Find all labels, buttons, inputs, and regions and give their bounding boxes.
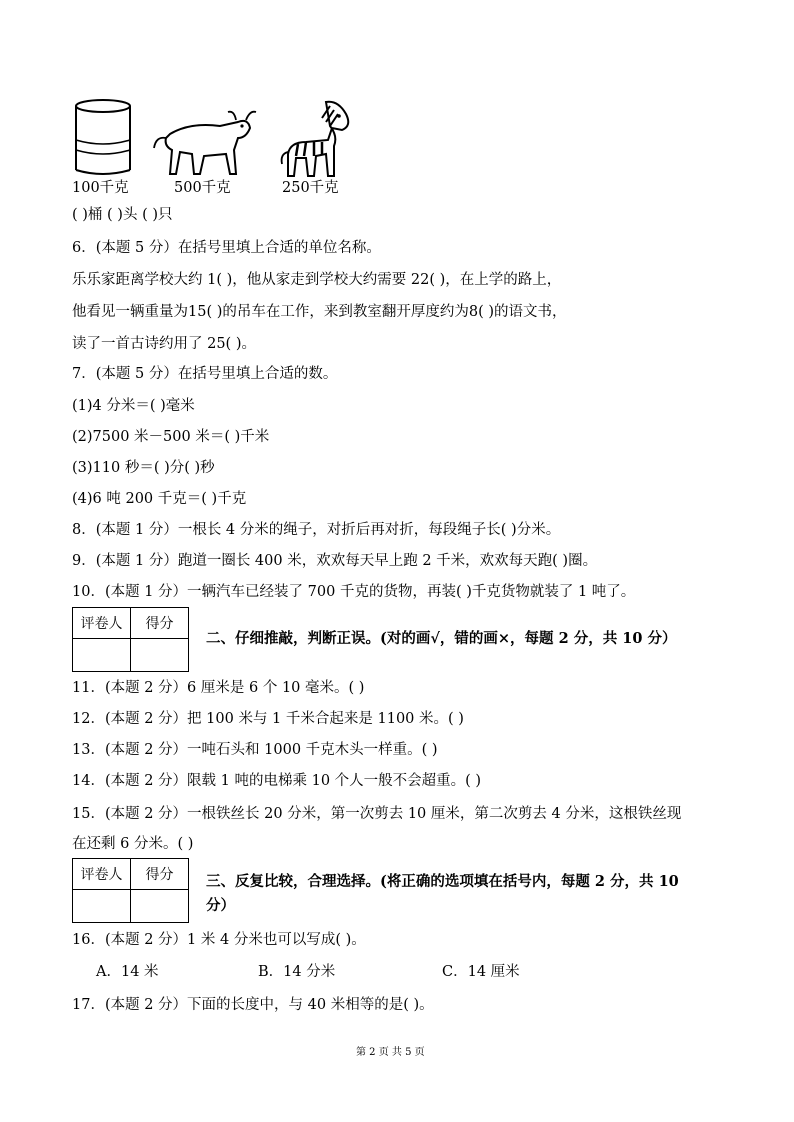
animals-unit-blanks: ( )桶 ( )头 ( )只: [72, 207, 173, 223]
grader-cell: [73, 639, 131, 672]
q10: 10．(本题 1 分）一辆汽车已经装了 700 千克的货物，再装( )千克货物就装了 1 吨了。: [72, 584, 636, 600]
grader-header: 评卷人: [73, 859, 131, 890]
zebra-weight-label: 250千克: [282, 180, 339, 196]
q9: 9．(本题 1 分）跑道一圈长 400 米，欢欢每天早上跑 2 千米，欢欢每天跑( )圈。: [72, 553, 598, 569]
score-cell: [131, 639, 189, 672]
q7-item-1: (1)4 分米＝( )毫米: [72, 398, 195, 414]
grader-header: 评卷人: [73, 608, 131, 639]
q14: 14．(本题 2 分）限载 1 吨的电梯乘 10 个人一般不会超重。( ): [72, 773, 482, 789]
q16-option-b: B．14 分米: [258, 964, 336, 980]
score-header: 得分: [131, 859, 189, 890]
score-box-section-2: [72, 607, 189, 672]
page-footer: 第 2 页 共 5 页: [356, 1047, 425, 1058]
q16: 16．(本题 2 分）1 米 4 分米也可以写成( )。: [72, 932, 366, 948]
q7-item-3: (3)110 秒＝( )分( )秒: [72, 460, 215, 476]
q11: 11．(本题 2 分）6 厘米是 6 个 10 毫米。( ): [72, 680, 365, 696]
q16-option-a: A．14 米: [96, 964, 159, 980]
q8: 8．(本题 1 分）一根长 4 分米的绳子，对折后再对折，每段绳子长( )分米。: [72, 522, 561, 538]
section-3-title-line-2: 分）: [206, 897, 235, 914]
q6-line-3: 读了一首古诗约用了 25( )。: [72, 336, 256, 352]
score-cell: [131, 890, 189, 923]
q6-line-2: 他看见一辆重量为15( )的吊车在工作，来到教室翻开厚度约为8( )的语文书，: [72, 304, 567, 320]
section-2-title: 二、仔细推敲，判断正误。(对的画√，错的画×，每题 2 分，共 10 分）: [206, 630, 677, 647]
q16-option-c: C．14 厘米: [442, 964, 520, 980]
zebra-image: [276, 96, 356, 182]
q6-line-1: 乐乐家距离学校大约 1( )，他从家走到学校大约需要 22( )，在上学的路上，: [72, 272, 562, 288]
q13: 13．(本题 2 分）一吨石头和 1000 千克木头一样重。( ): [72, 742, 438, 758]
q7-heading: 7．(本题 5 分）在括号里填上合适的数。: [72, 366, 338, 382]
q12: 12．(本题 2 分）把 100 米与 1 千米合起来是 1100 米。( ): [72, 711, 464, 727]
q7-item-2: (2)7500 米－500 米＝( )千米: [72, 429, 270, 445]
q15-line-1: 15．(本题 2 分）一根铁丝长 20 分米，第一次剪去 10 厘米，第二次剪去 4 分米，这根铁丝现: [72, 806, 682, 822]
q15-line-2: 在还剩 6 分米。( ): [72, 836, 194, 852]
score-header: 得分: [131, 608, 189, 639]
q6-heading: 6．(本题 5 分）在括号里填上合适的单位名称。: [72, 240, 381, 256]
grader-cell: [73, 890, 131, 923]
section-3-title-line-1: 三、反复比较，合理选择。(将正确的选项填在括号内，每题 2 分，共 10: [206, 873, 679, 890]
bucket-weight-label: 100千克: [72, 180, 129, 196]
ox-image: [150, 104, 260, 180]
bucket-image: [72, 98, 134, 178]
q17: 17．(本题 2 分）下面的长度中，与 40 米相等的是( )。: [72, 997, 434, 1013]
score-box-section-3: [72, 858, 189, 923]
ox-weight-label: 500千克: [174, 180, 231, 196]
q7-item-4: (4)6 吨 200 千克＝( )千克: [72, 491, 247, 507]
